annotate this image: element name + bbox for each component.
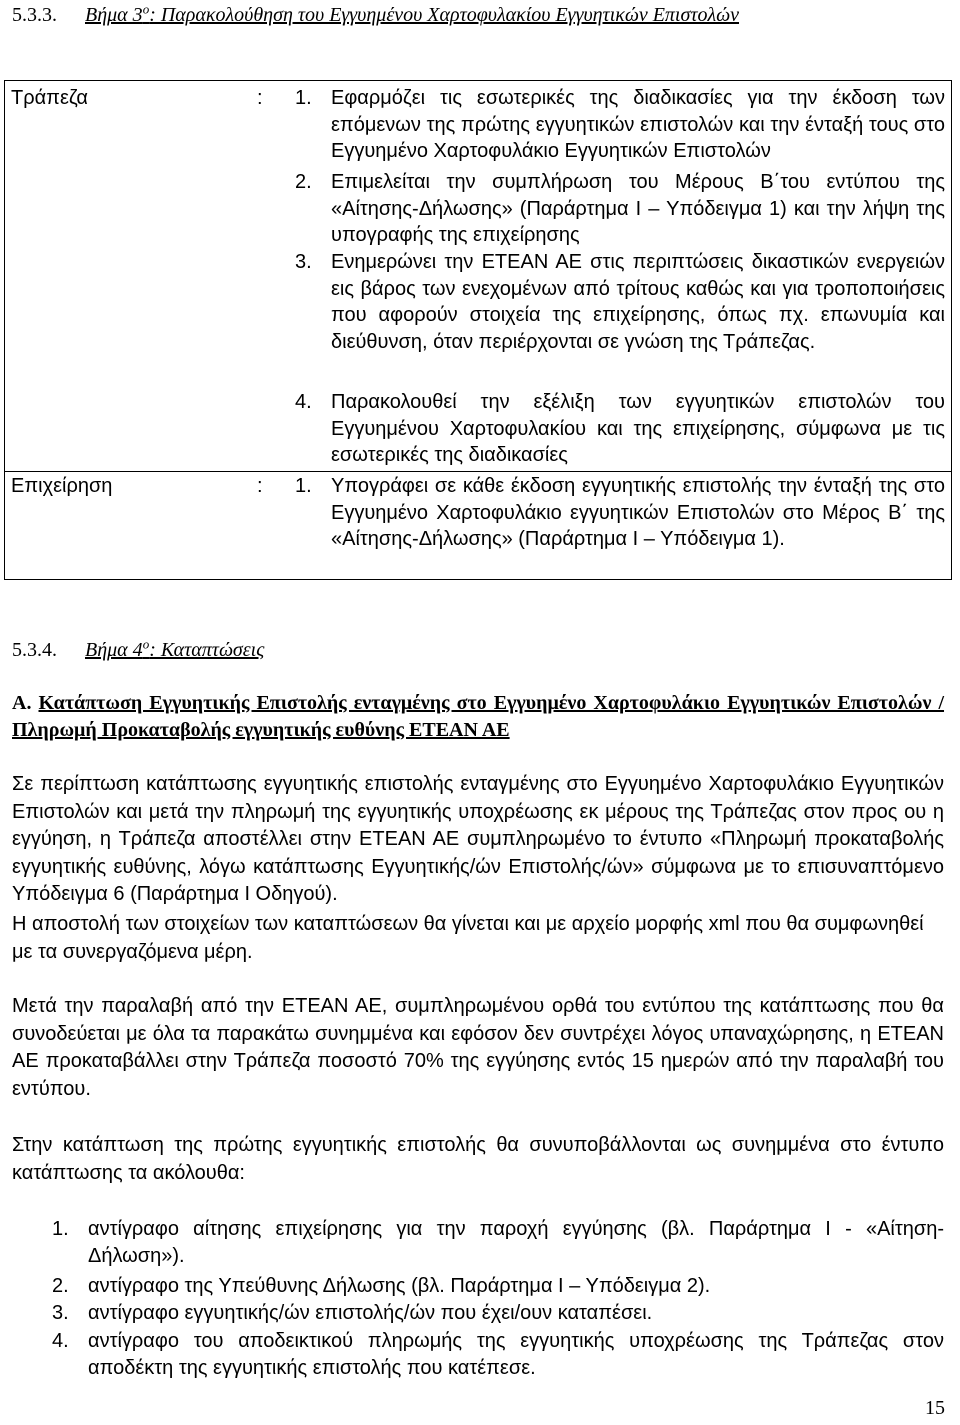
bank-item-text: Επιμελείται την συμπλήρωση του Μέρους Β΄του εντύπου της «Αίτησης-Δήλωσης» (Παράρτημα Ι – Υπόδειγμα 1) και την λήψη της υπογραφής της επιχείρησης <box>331 171 945 246</box>
attachment-number: 2. <box>52 1275 69 1297</box>
attachment-text: αντίγραφο του αποδεικτικού πληρωμής της εγγυητικής υποχρέωσης της Τράπεζας στον αποδέκτη της εγγυητικής επιστολής που κατέπεσε. <box>88 1330 944 1379</box>
party-colon: : <box>257 87 263 109</box>
party-colon: : <box>257 475 263 497</box>
paragraph-advance-payment: Μετά την παραλαβή από την ΕΤΕΑΝ ΑΕ, συμπληρωμένου ορθά του εντύπου της κατάπτωσης που θα συνοδεύεται με όλα τα παρακάτω συνημμένα και εφόσον δεν συντρέχει λόγος υπαναχώρησης, η ΕΤΕΑΝ ΑΕ προκαταβάλλει στην Τράπεζα ποσοστό 70% της εγγύησης εντός 15 ημερών από την παραλαβή του εντύπου. <box>12 995 944 1100</box>
paragraph-xml-submission: Η αποστολή των στοιχείων των καταπτώσεων θα γίνεται και με αρχείο μορφής xml που θα συμφωνηθεί με τα συνεργαζόμενα μέρη. <box>12 913 924 963</box>
section-heading-5-3-3 <box>12 2 739 28</box>
section-heading-5-3-4 <box>12 637 264 663</box>
attachment-text: αντίγραφο της Υπεύθυνης Δήλωσης (βλ. Παράρτημα Ι – Υπόδειγμα 2). <box>88 1275 711 1297</box>
business-item-text: Υπογράφει σε κάθε έκδοση εγγυητικής επιστολής την ένταξή της στο Εγγυημένο Χαρτοφυλάκιο εγγυητικών Επιστολών στο Μέρος Β΄ της «Αίτησης-Δήλωσης» (Παράρτημα Ι – Υπόδειγμα 1). <box>331 475 945 550</box>
party-business-label: Επιχείρηση <box>11 475 113 497</box>
business-item-number: 1. <box>295 475 312 497</box>
attachment-number: 3. <box>52 1302 69 1324</box>
bank-item-text: Εφαρμόζει τις εσωτερικές της διαδικασίες για την έκδοση των επόμενων της πρώτης εγγυητικών επιστολών και την ένταξή τους στο Εγγυημένο Χαρτοφυλάκιο Εγγυητικών Επιστολών <box>331 87 945 162</box>
subheading-text: Κατάπτωση Εγγυητικής Επιστολής ενταγμένης στο Εγγυημένο Χαρτοφυλάκιο Εγγυητικών Επιστολών / Πληρωμή Προκαταβολής εγγυητικής ευθύνης ΕΤΕΑΝ ΑΕ <box>12 692 945 741</box>
attachment-number: 1. <box>52 1218 69 1240</box>
section-title: Βήμα $3^o$: Παρακολούθηση του Εγγυημένου Χαρτοφυλακίου Εγγυητικών Επιστολών <box>85 1 740 26</box>
bank-item-text: Παρακολουθεί την εξέλιξη των εγγυητικών επιστολών του Εγγυημένου Χαρτοφυλακίου και της επιχείρησης, σύμφωνα με τις εσωτερικές της διαδικασίες <box>331 391 945 466</box>
page-number: 15 <box>925 1397 945 1419</box>
attachment-item <box>52 1328 944 1382</box>
subheading-a <box>12 690 944 744</box>
responsibilities-table <box>4 80 952 580</box>
section-title: Βήμα $4^o$: Καταπτώσεις <box>85 636 265 661</box>
bank-item-number: 1. <box>295 87 312 109</box>
paragraph-forfeiture-procedure: Σε περίπτωση κατάπτωσης εγγυητικής επιστολής ενταγμένης στο Εγγυημένο Χαρτοφυλάκιο Εγγυητικών Επιστολών και μετά την πληρωμή της εγγυητικής υποχρέωσης εκ μέρους της Τράπεζας στον προς ου η εγγύηση, η Τράπεζα αποστέλλει στην ΕΤΕΑΝ ΑΕ συμπληρωμένο το έντυπο «Πληρωμή προκαταβολής εγγυητικής ευθύνης, λόγω κατάπτωσης Εγγυητικής/ών Επιστολής/ών» σύμφωνα με το επισυναπτόμενο Υπόδειγμα 6 (Παράρτημα Ι Οδηγού). <box>12 773 944 906</box>
bank-item-number: 4. <box>295 391 312 413</box>
bank-item-number: 3. <box>295 251 312 273</box>
subheading-letter: Α. <box>12 692 32 714</box>
attachment-item <box>52 1273 944 1300</box>
attachment-text: αντίγραφο αίτησης επιχείρησης για την παροχή εγγύησης (βλ. Παράρτημα Ι - «Αίτηση-Δήλωση»). <box>88 1218 944 1267</box>
section-number: 5.3.4. <box>12 639 57 661</box>
attachment-item <box>52 1216 944 1270</box>
bank-item-text: Ενημερώνει την ΕΤΕΑΝ ΑΕ στις περιπτώσεις δικαστικών ενεργειών εις βάρος των ενεχομένων από τρίτους καθώς και για τροποποιήσεις που αφορούν στοιχεία της επιχείρησης, όπως πχ. επωνυμία και διεύθυνση, όταν περιέρχονται σε γνώση της Τράπεζας. <box>331 251 945 353</box>
attachment-number: 4. <box>52 1330 69 1352</box>
bank-item-number: 2. <box>295 171 312 193</box>
party-bank-label: Τράπεζα <box>11 87 88 109</box>
attachment-item <box>52 1300 944 1327</box>
section-number: 5.3.3. <box>12 4 57 26</box>
attachment-text: αντίγραφο εγγυητικής/ών επιστολής/ών που έχει/ουν καταπέσει. <box>88 1302 653 1324</box>
table-row-divider <box>5 471 951 472</box>
paragraph-attachments-intro: Στην κατάπτωση της πρώτης εγγυητικής επιστολής θα συνυποβάλλονται ως συνημμένα στο έντυπο κατάπτωσης τα ακόλουθα: <box>12 1134 944 1184</box>
